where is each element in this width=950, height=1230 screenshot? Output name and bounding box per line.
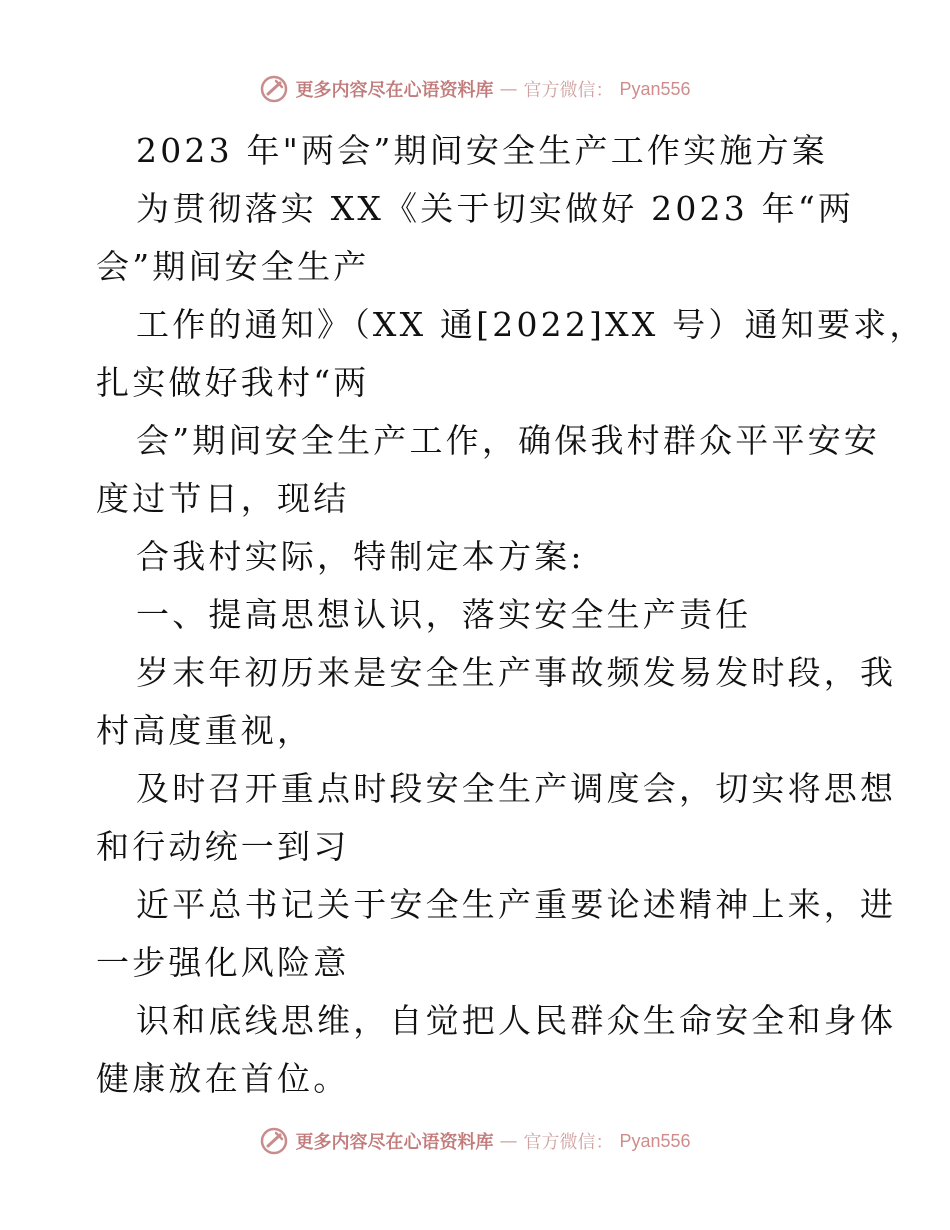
text-line: 为贯彻落实 XX《关于切实做好 2023 年“两 — [136, 189, 855, 228]
text-line: 一步强化风险意 — [96, 943, 350, 982]
document-title: 2023 年"两会”期间安全生产工作实施方案 — [136, 131, 828, 170]
watermark-suffix: 官方微信： — [523, 1132, 614, 1153]
footer-watermark — [0, 1126, 950, 1156]
header-watermark — [0, 74, 950, 104]
text-line: 会”期间安全生产工作，确保我村群众平平安安 — [136, 421, 881, 460]
text-line: 村高度重视， — [96, 711, 314, 750]
watermark-prefix: 更多内容尽在心语资料库 — [295, 1132, 494, 1153]
watermark-wechat-id: Pyan556 — [619, 78, 691, 99]
text-line: 岁末年初历来是安全生产事故频发易发时段，我 — [136, 653, 897, 692]
text-line: 健康放在首位。 — [96, 1059, 350, 1098]
text-line: 及时召开重点时段安全生产调度会，切实将思想 — [136, 769, 897, 808]
watermark-dash: — — [499, 78, 518, 100]
watermark-suffix: 官方微信： — [523, 80, 614, 101]
text-line: 会”期间安全生产 — [96, 247, 370, 286]
text-line: 工作的通知》（XX 通[2022]XX 号）通知要求， — [136, 305, 926, 344]
watermark-dash: — — [499, 1130, 518, 1152]
document-body — [96, 122, 926, 1108]
section-heading: 一、提高思想认识，落实安全生产责任 — [136, 595, 752, 634]
text-line: 度过节日，现结 — [96, 479, 350, 518]
watermark-wechat-id: Pyan556 — [619, 1130, 691, 1151]
logo-icon — [259, 1126, 289, 1156]
text-line: 扎实做好我村“两 — [96, 363, 370, 402]
logo-icon — [259, 74, 289, 104]
text-line: 和行动统一到习 — [96, 827, 350, 866]
text-line: 近平总书记关于安全生产重要论述精神上来，进 — [136, 885, 897, 924]
text-line: 合我村实际，特制定本方案: — [136, 537, 585, 576]
text-line: 识和底线思维，自觉把人民群众生命安全和身体 — [136, 1001, 897, 1040]
watermark-prefix: 更多内容尽在心语资料库 — [295, 80, 494, 101]
